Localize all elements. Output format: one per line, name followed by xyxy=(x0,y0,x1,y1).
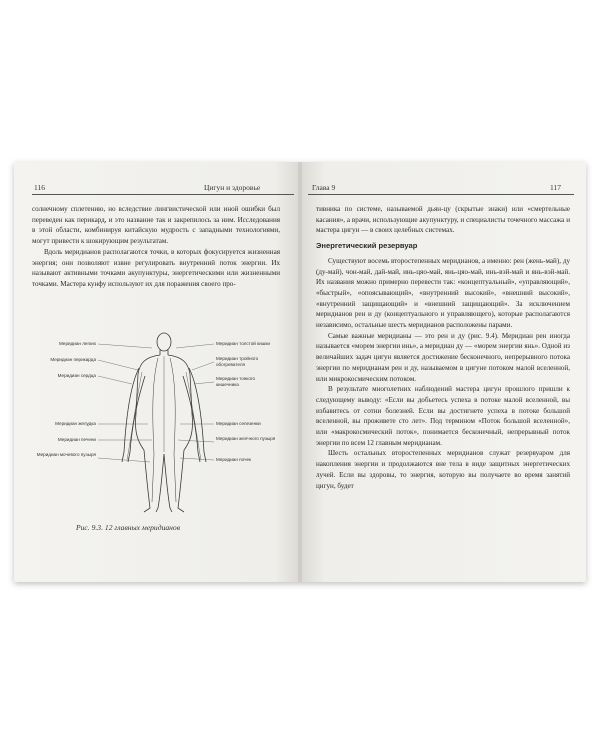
right-body-text xyxy=(316,204,570,491)
right-paragraph: В результате многолетних наблюдений мастера цигун прошлого пришли к следующему выводу: «Если вы добьетесь успеха в потоке малой вселенной, вы избавитесь от сотни болезней. Если вы достигнете успеха в потоке большой вселенной, вы проживете сто лет». Под термином «Поток большой вселенной», или «макрокосмический поток», понимается бесконечный, непрерывный поток энергии по всем 12 главным меридианам. xyxy=(316,385,570,447)
label-triple-heater-meridian: Меридиан тройного обогревателя xyxy=(216,356,259,367)
label-gallbladder-meridian: Меридиан желчного пузыря xyxy=(216,436,276,441)
label-kidney-meridian: Меридиан почек xyxy=(216,457,252,462)
label-stomach-meridian: Меридиан желудка xyxy=(55,421,96,426)
label-pericardium-meridian: Меридиан перикарда xyxy=(50,357,96,362)
label-lung-meridian: Меридиан легких xyxy=(59,341,96,346)
figure-caption: Рис. 9.3. 12 главных меридианов xyxy=(76,523,181,532)
left-paragraph: солнечному сплетению, но вследствие лингвистической или иной ошибки был переведен как перикард, и это название так и закрепилось за ним. Исследования в этой области, комбинируя китайскую мудрость с западными технологиями, могут привести к шокирующим результатам. xyxy=(32,205,280,246)
book-spread xyxy=(14,162,586,582)
right-paragraph: Существуют восемь второстепенных меридианов, а именно: рен (жень-май), ду (ду-май), чон-май, дай-май, инь-цяо-май, янь-цяо-май, инь-вэй-май и янь-вэй-май. Их названия можно примерно перевести так: «концептуальный», «управляющий», «быстрый», «опоясывающий», «внутренний высокий», «внешний высокий», «внутренний защищающий» и «внешний защищающий». За исключением меридианов рен и ду (концептуального и управляющего), которые располагаются независимо, остальные шесть меридианов расположены парами. xyxy=(316,256,570,330)
left-running-head: Цигун и здоровье xyxy=(204,183,261,192)
right-page xyxy=(302,162,586,582)
left-page-number: 116 xyxy=(34,183,45,192)
left-page xyxy=(14,162,298,582)
right-intro-paragraph: тивника по системе, называемой дьян-цу (скрытые знаки) или «смертельные касания», а врачи, использующие акупунктуру, и специалисты точечного массажа и мастера цигун — в своих целебных системах. xyxy=(316,205,570,235)
right-paragraph: Шесть остальных второстепенных меридианов служат резервуаром для накопления энергии и продолжаются вне тела в виде защитных энергетических лучей. Если вы здоровы, то энергия, которую вы получаете во время занятий цигун, будет xyxy=(316,449,570,490)
label-small-intestine-meridian: Меридиан тонкого кишечника xyxy=(216,376,256,387)
label-heart-meridian: Меридиан сердца xyxy=(57,373,96,378)
right-header-rule xyxy=(308,194,574,195)
label-spleen-meridian: Меридиан селезенки xyxy=(216,421,261,426)
right-page-number: 117 xyxy=(550,183,561,192)
chapter-head: Глава 9 xyxy=(312,183,336,192)
label-bladder-meridian: Меридиан мочевого пузыря xyxy=(36,452,96,457)
section-heading: Энергетический резервуар xyxy=(316,241,418,251)
left-paragraph: Вдоль меридианов располагаются точки, в которых фокусируется жизненная энергия; они позволяют извне регулировать внутренний поток энергии. Их называют активными точками акупунктуры, энергетическими или жизненными точками. Мастера кунфу используют их для поражения своего про- xyxy=(32,247,280,288)
label-liver-meridian: Меридиан печени xyxy=(57,437,96,442)
meridian-figure xyxy=(14,162,298,582)
right-paragraph: Самые важные меридианы — это рен и ду (рис. 9.4). Меридиан рен иногда называется «морем энергии инь», а меридиан ду — «морем энергии янь». Одной из величайших задач цигун является достижение бесконечного, непрерывного потока энергии по меридианам рен и ду, называемом в цигуне потоком малой вселенной, или микрокосмическим потоком. xyxy=(316,331,570,383)
label-large-intestine-meridian: Меридиан толстой кишки xyxy=(216,341,270,346)
